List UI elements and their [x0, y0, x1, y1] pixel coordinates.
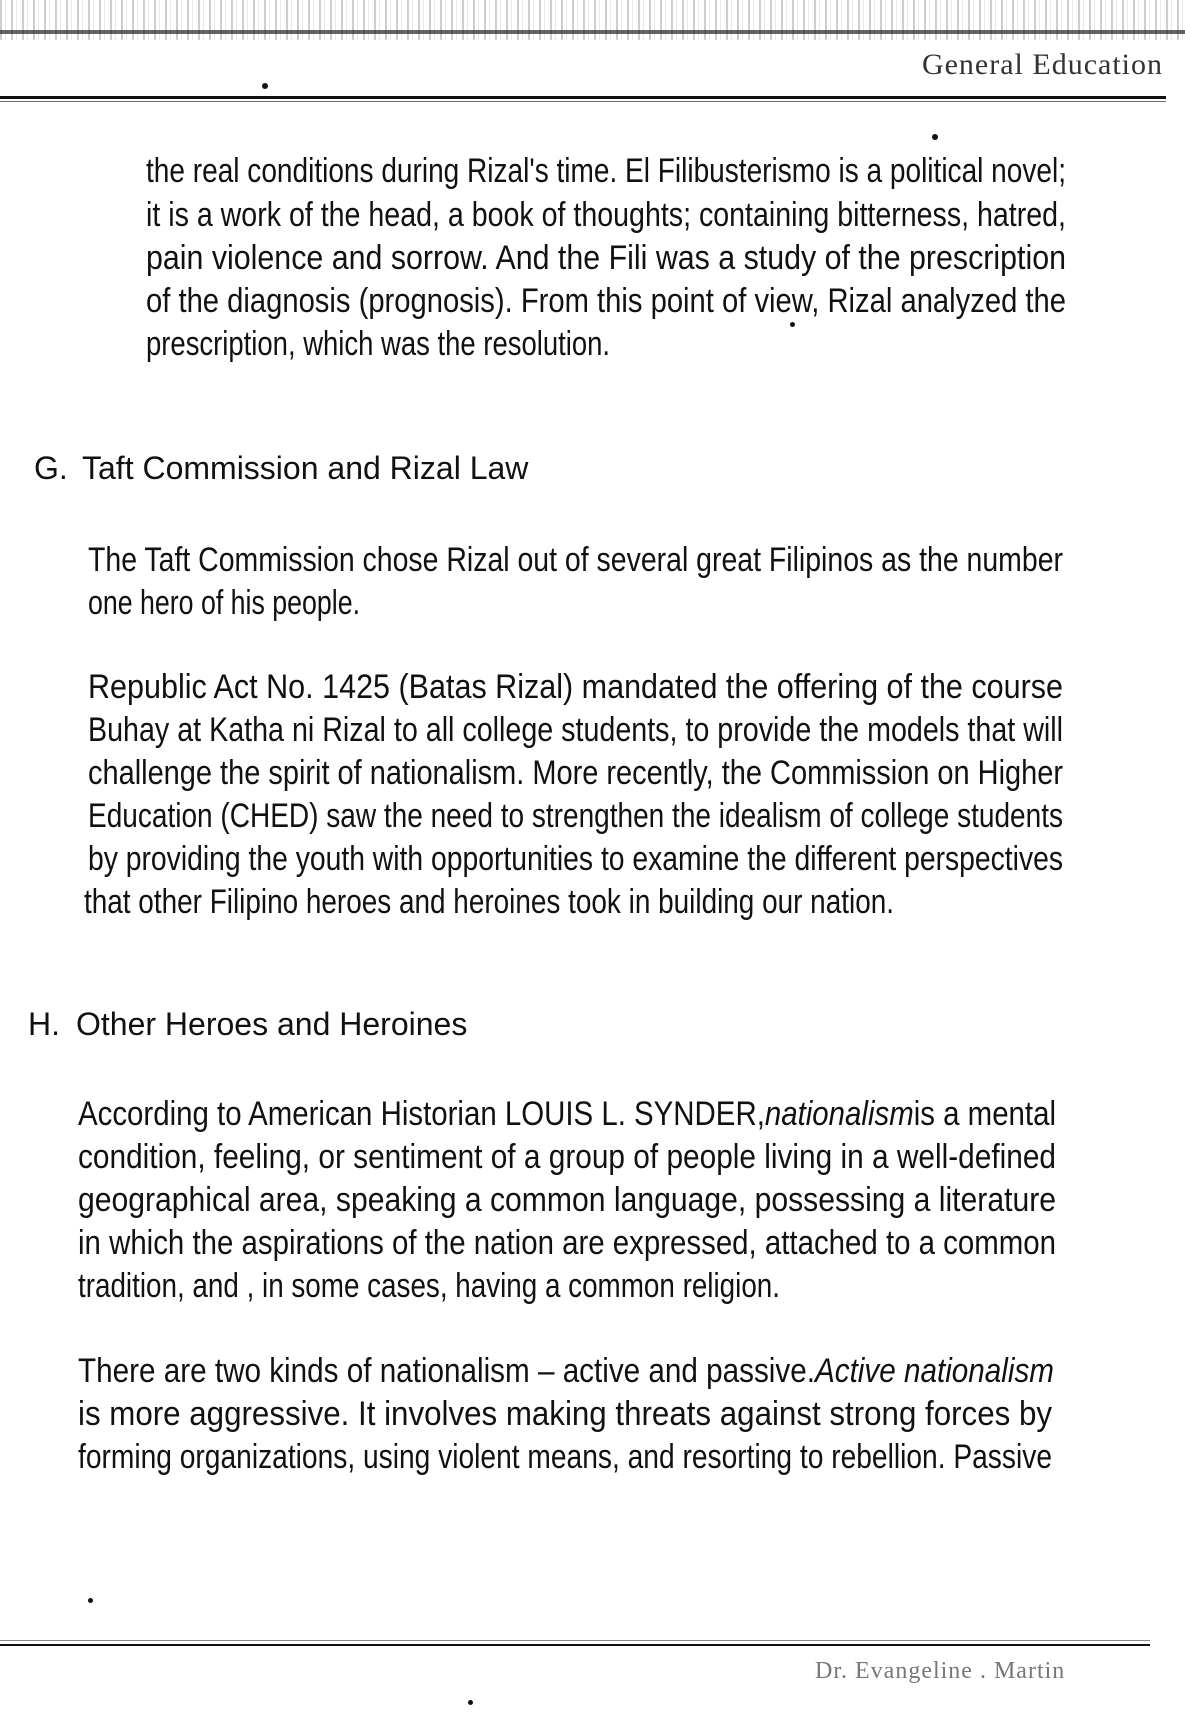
text-content: prescription, which was the resolution. — [146, 325, 610, 363]
text-content: is more aggressive. It involves making threats against strong forces by — [78, 1395, 1052, 1433]
running-header: General Education — [921, 48, 1163, 81]
footer-rule — [0, 1644, 1150, 1646]
header-rule — [0, 96, 1166, 99]
text-content — [78, 1348, 1054, 1394]
text-content: in which the aspirations of the nation are expressed, attached to a common — [78, 1224, 1056, 1262]
section-letter: G. — [34, 450, 68, 486]
text-content: challenge the spirit of nationalism. More recently, the Commission on Higher — [88, 754, 1063, 792]
text-content: geographical area, speaking a common language, possessing a literature — [78, 1181, 1056, 1219]
text-line — [146, 278, 1185, 324]
text-content: Buhay at Katha ni Rizal to all college students, to provide the models that will — [88, 711, 1063, 749]
text-content: it is a work of the head, a book of thoughts; containing bitterness, hatred, — [146, 196, 1066, 234]
text-line — [146, 192, 1185, 238]
text-line — [78, 1263, 936, 1309]
text-line — [78, 1434, 1185, 1480]
scan-edge-line — [0, 30, 1185, 34]
scan-speck — [790, 322, 795, 327]
text-content: Education (CHED) saw the need to strengthen the idealism of college students — [88, 797, 1063, 835]
text-line — [88, 580, 434, 626]
text-line — [78, 1091, 1185, 1137]
text-line — [88, 707, 1185, 753]
text-content: condition, feeling, or sentiment of a group of people living in a well-defined — [78, 1138, 1056, 1176]
text-line — [78, 1348, 1185, 1394]
text-content: forming organizations, using violent means, and resorting to rebellion. Passive — [78, 1438, 1052, 1476]
text-line — [88, 750, 1185, 796]
text-content: tradition, and , in some cases, having a common religion. — [78, 1267, 780, 1305]
text-content — [78, 1091, 1056, 1137]
text-line — [88, 537, 1185, 583]
scan-noise-top — [0, 0, 1185, 40]
section-heading-h — [28, 1006, 467, 1043]
text-run: According to American Historian LOUIS L. SYNDER, — [78, 1095, 765, 1133]
text-line — [78, 1134, 1185, 1180]
text-line — [78, 1177, 1182, 1223]
text-content: by providing the youth with opportunities to examine the different perspectives — [88, 840, 1063, 878]
scan-speck — [88, 1598, 93, 1603]
italic-term: Active nationalism — [814, 1352, 1054, 1390]
text-content: pain violence and sorrow. And the Fili was a study of the prescription — [146, 239, 1066, 277]
text-line — [88, 793, 1185, 839]
text-line — [78, 1220, 1185, 1266]
italic-term: nationalism — [764, 1095, 914, 1133]
section-title: Other Heroes and Heroines — [76, 1006, 468, 1042]
scan-speck — [262, 83, 268, 89]
section-title: Taft Commission and Rizal Law — [82, 450, 529, 486]
scan-speck — [468, 1700, 473, 1705]
text-line — [146, 321, 721, 367]
footer-rule-thin — [0, 1640, 1150, 1641]
text-run: There are two kinds of nationalism – active and passive. — [78, 1352, 815, 1390]
text-content: Republic Act No. 1425 (Batas Rizal) mandated the offering of the course — [88, 668, 1063, 706]
text-line — [88, 836, 1185, 882]
text-content: of the diagnosis (prognosis). From this point of view, Rizal analyzed the — [146, 282, 1066, 320]
text-line — [88, 664, 1174, 710]
text-line — [146, 148, 1185, 194]
section-letter: H. — [28, 1006, 60, 1042]
footer-author: Dr. Evangeline . Martin — [815, 1658, 1066, 1684]
header-rule-thin — [0, 101, 1166, 102]
text-run: is a mental — [913, 1095, 1056, 1133]
text-content: The Taft Commission chose Rizal out of several great Filipinos as the number — [88, 541, 1063, 579]
text-content: one hero of his people. — [88, 584, 360, 622]
text-line — [78, 1391, 1136, 1437]
text-line — [84, 879, 1071, 925]
section-heading-g — [34, 450, 528, 487]
text-content: the real conditions during Rizal's time. El Filibusterismo is a political novel; — [146, 152, 1066, 190]
text-content: that other Filipino heroes and heroines took in building our nation. — [84, 883, 894, 921]
scan-speck — [932, 134, 938, 140]
text-line — [146, 235, 1176, 281]
